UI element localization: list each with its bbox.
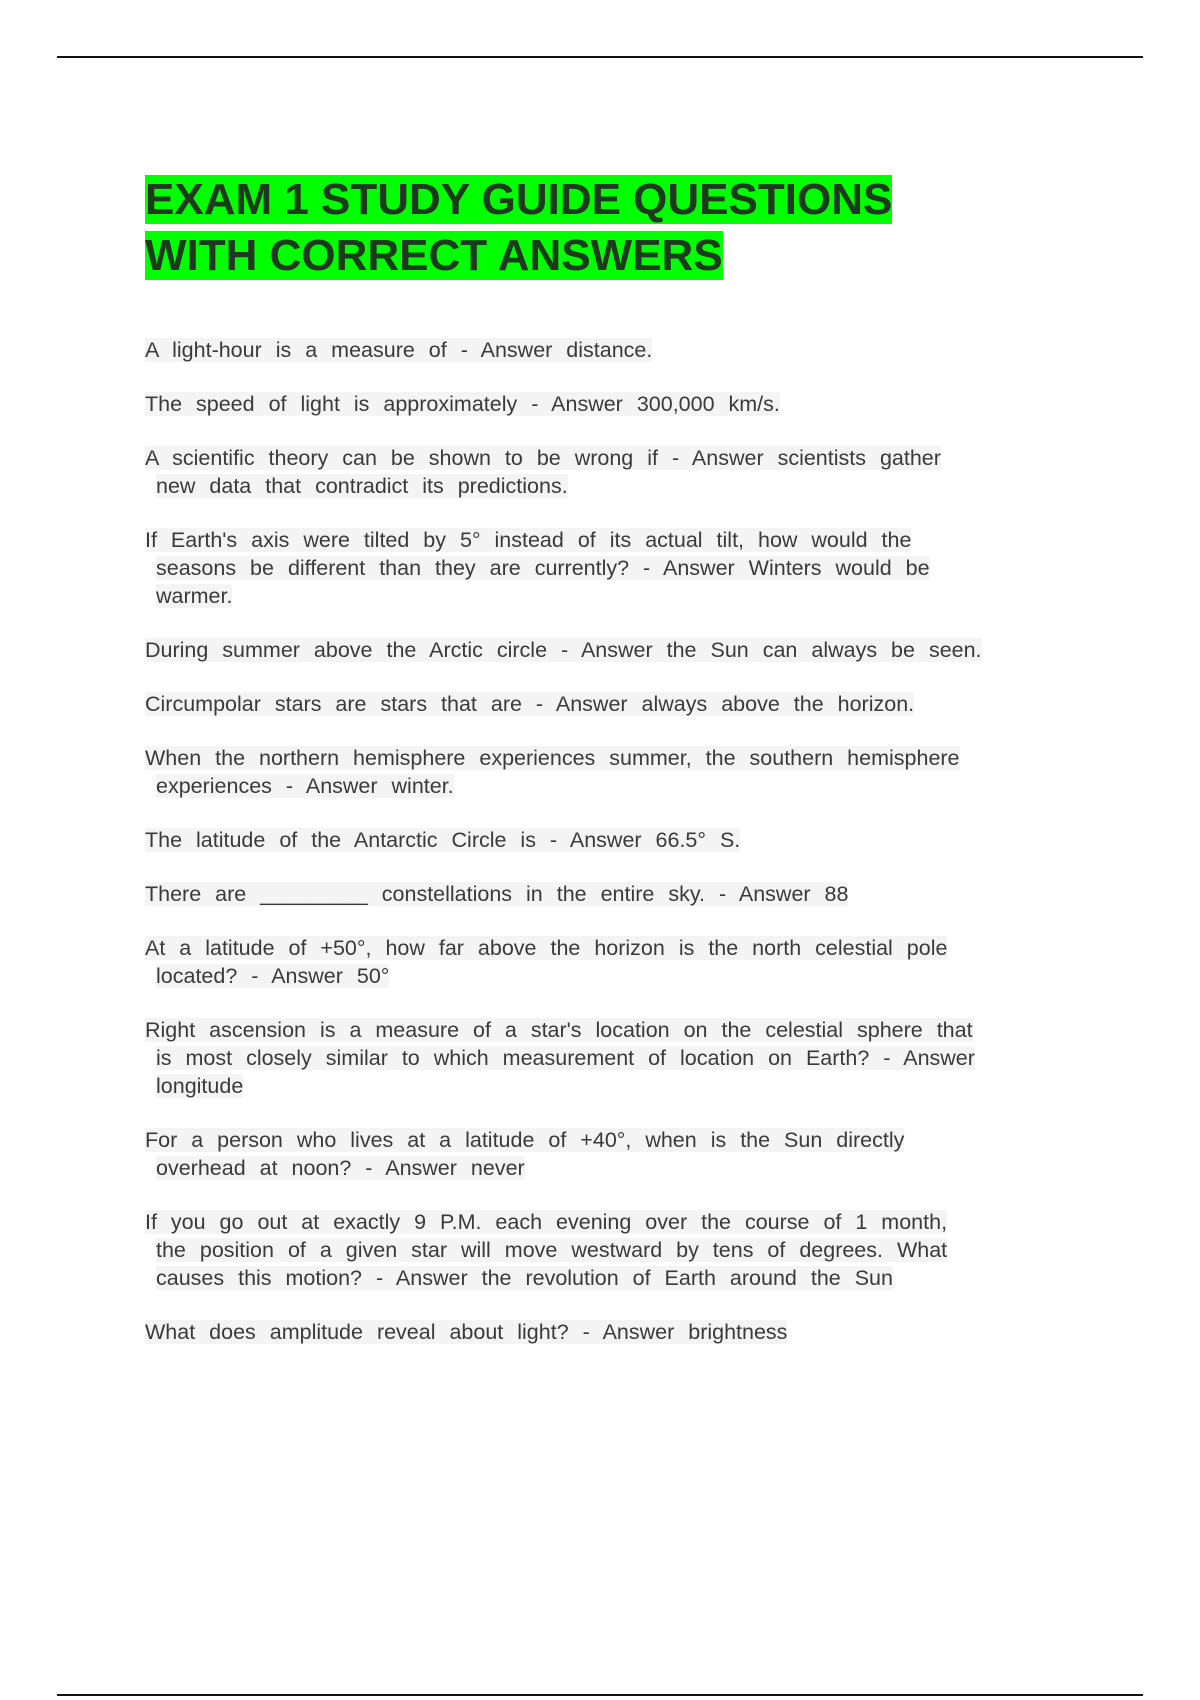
qa-line-text: is most closely similar to which measurement of location on Earth? - Answer (156, 1046, 975, 1070)
qa-line (145, 1264, 1095, 1292)
qa-item (145, 526, 1095, 610)
document-title (145, 172, 1095, 284)
bottom-rule (57, 1694, 1143, 1696)
qa-line-text: longitude (156, 1074, 244, 1098)
document-body (145, 172, 1095, 1372)
qa-line (145, 472, 1095, 500)
qa-item (145, 336, 1095, 364)
qa-line (145, 744, 1095, 772)
qa-item (145, 636, 1095, 664)
qa-line (145, 1154, 1095, 1182)
qa-item (145, 1318, 1095, 1346)
qa-line-text: overhead at noon? - Answer never (156, 1156, 525, 1180)
qa-line (145, 1072, 1095, 1100)
qa-line (145, 1318, 1095, 1346)
qa-item (145, 880, 1095, 908)
qa-line (145, 880, 1095, 908)
qa-line (145, 1126, 1095, 1154)
qa-line-text: The latitude of the Antarctic Circle is - Answer 66.5° S. (145, 828, 741, 852)
qa-line (145, 636, 1095, 664)
qa-line-text: new data that contradict its predictions. (156, 474, 568, 498)
question-answer-list (145, 336, 1095, 1346)
qa-line-text: the position of a given star will move westward by tens of degrees. What (156, 1238, 948, 1262)
qa-line-text: Circumpolar stars are stars that are - Answer always above the horizon. (145, 692, 915, 716)
qa-item (145, 390, 1095, 418)
qa-line-text: At a latitude of +50°, how far above the horizon is the north celestial pole (145, 936, 948, 960)
qa-line-text: If Earth's axis were tilted by 5° instead of its actual tilt, how would the (145, 528, 912, 552)
qa-line-text: seasons be different than they are currently? - Answer Winters would be (156, 556, 930, 580)
qa-line-text: causes this motion? - Answer the revolution of Earth around the Sun (156, 1266, 893, 1290)
qa-item (145, 444, 1095, 500)
qa-line (145, 444, 1095, 472)
qa-item (145, 1208, 1095, 1292)
qa-line-text: If you go out at exactly 9 P.M. each evening over the course of 1 month, (145, 1210, 948, 1234)
qa-line (145, 934, 1095, 962)
qa-line-text: A light-hour is a measure of - Answer distance. (145, 338, 653, 362)
qa-line-text: warmer. (156, 584, 233, 608)
qa-line-text: A scientific theory can be shown to be wrong if - Answer scientists gather (145, 446, 941, 470)
qa-line (145, 1208, 1095, 1236)
qa-line (145, 526, 1095, 554)
qa-line (145, 336, 1095, 364)
title-line-1: EXAM 1 STUDY GUIDE QUESTIONS (145, 175, 893, 224)
qa-item (145, 690, 1095, 718)
qa-line (145, 826, 1095, 854)
qa-item (145, 934, 1095, 990)
qa-line (145, 962, 1095, 990)
qa-line-text: When the northern hemisphere experiences summer, the southern hemisphere (145, 746, 960, 770)
qa-line-text: Right ascension is a measure of a star's location on the celestial sphere that (145, 1018, 973, 1042)
qa-line (145, 690, 1095, 718)
qa-line (145, 582, 1095, 610)
qa-line-text: located? - Answer 50° (156, 964, 390, 988)
qa-item (145, 1016, 1095, 1100)
qa-line-text: The speed of light is approximately - Answer 300,000 km/s. (145, 392, 780, 416)
qa-item (145, 1126, 1095, 1182)
title-line-2: WITH CORRECT ANSWERS (145, 231, 723, 280)
qa-line-text: For a person who lives at a latitude of +40°, when is the Sun directly (145, 1128, 905, 1152)
top-rule (57, 56, 1143, 58)
qa-line (145, 554, 1095, 582)
qa-item (145, 826, 1095, 854)
qa-line-text: What does amplitude reveal about light? - Answer brightness (145, 1320, 788, 1344)
qa-line (145, 1016, 1095, 1044)
qa-item (145, 744, 1095, 800)
qa-line (145, 390, 1095, 418)
qa-line (145, 772, 1095, 800)
qa-line (145, 1044, 1095, 1072)
qa-line-text: During summer above the Arctic circle - Answer the Sun can always be seen. (145, 638, 982, 662)
qa-line-text: There are _________ constellations in the entire sky. - Answer 88 (145, 882, 849, 906)
qa-line-text: experiences - Answer winter. (156, 774, 454, 798)
qa-line (145, 1236, 1095, 1264)
